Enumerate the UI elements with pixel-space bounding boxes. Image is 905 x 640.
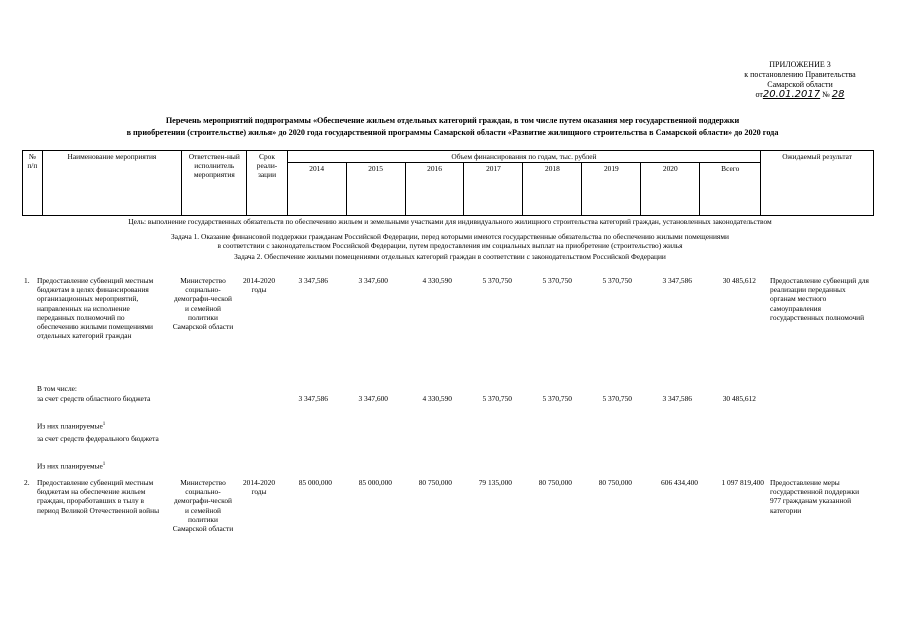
row1-value: 5 370,750: [542, 276, 572, 285]
title-line2: в приобретении (строительстве) жилья» до 2020 года государственной программы Самарской области «Развитие жилищного строительства в Самарской области» до 2020 года: [126, 128, 779, 137]
row1-term: 2014-2020 годы: [242, 276, 276, 295]
row1-value: 3 347,600: [358, 276, 388, 285]
header-table: [22, 150, 874, 216]
row1-value: 3 347,586: [662, 276, 692, 285]
regional-value: 5 370,750: [602, 394, 632, 403]
task1-line1: Задача 1. Оказание финансовой поддержки гражданам Российской Федерации, перед которыми имеются государственные обязательства по обеспечению жилыми помещениями: [171, 232, 729, 241]
footnote-mark: 1: [102, 462, 106, 467]
row1-num: 1.: [24, 276, 30, 285]
goal-text: Цель: выполнение государственных обязательств по обеспечению жильем и земельными участками для индивидуального жилищного строительства категорий граждан, установленных законодательством: [128, 217, 772, 226]
regional-value: 5 370,750: [542, 394, 572, 403]
row2-value: 85 000,000: [358, 478, 392, 487]
row2-term: 2014-2020 годы: [242, 478, 276, 497]
year-header: 2019: [582, 163, 641, 216]
row1-result: Предоставление субвенций для реализации переданных органам местного самоуправления государственных полномочий: [770, 276, 869, 322]
row1-responsible: Министерство социально-демографи-ческой и семейной политики Самарской области: [172, 276, 234, 332]
row2-value: 1 097 819,400: [721, 478, 764, 487]
row2-name: Предоставление субвенций местным бюджетам на обеспечение жильем граждан, проработавших в тылу в период Великой Отечественной войны: [37, 478, 160, 515]
row2-result: Предоставление меры государственной поддержки 977 гражданам указанной категории: [770, 478, 860, 515]
planned2-text: Из них планируемые: [37, 461, 103, 471]
row1-value: 4 330,590: [422, 276, 452, 285]
row2-value: 606 434,400: [661, 478, 698, 487]
row1-value: 5 370,750: [482, 276, 512, 285]
year-header: 2015: [346, 163, 405, 216]
number-prefix: №: [822, 90, 830, 99]
regional-value: 30 485,612: [722, 394, 756, 403]
row2-responsible: Министерство социально-демографи-ческой и семейной политики Самарской области: [172, 478, 234, 534]
title-line1: Перечень мероприятий подпрограммы «Обеспечение жильем отдельных категорий граждан, в том числе путем оказания мер государственной поддержки: [165, 116, 740, 125]
planned1-text: Из них планируемые: [37, 421, 103, 431]
col-result-header: Ожидаемый результат: [761, 151, 874, 216]
date-prefix: от: [755, 90, 763, 99]
regional-value: 3 347,586: [662, 394, 692, 403]
regional-value: 4 330,590: [422, 394, 452, 403]
year-header: 2014: [287, 163, 346, 216]
date-value: 20.01.2017: [762, 89, 821, 100]
row1-value: 5 370,750: [602, 276, 632, 285]
document-title: [30, 115, 875, 139]
appendix-date-line: [720, 90, 880, 100]
number-value: 28: [831, 89, 845, 100]
row2-value: 79 135,000: [478, 478, 512, 487]
row2-num: 2.: [24, 478, 30, 487]
year-header: 2017: [464, 163, 523, 216]
task2-text: Задача 2. Обеспечение жилыми помещениями отдельных категорий граждан в соответствии с законодательством Российской Федерации: [234, 252, 666, 261]
col-funding-header: Объем финансирования по годам, тыс. рублей: [287, 151, 761, 163]
appendix-block: [720, 60, 880, 100]
col-num-header: № п/п: [23, 151, 43, 216]
task1-line2: в соответствии с законодательством Российской Федерации, путем предоставления им социальных выплат на приобретение (строительство) жилья: [217, 241, 683, 251]
col-name-header: Наименование мероприятия: [42, 151, 182, 216]
including-label: В том числе:: [37, 384, 77, 393]
year-header: 2020: [641, 163, 700, 216]
col-term-header: Срок реали-зации: [247, 151, 287, 216]
appendix-line1: к постановлению Правительства: [744, 70, 856, 79]
regional-value: 5 370,750: [482, 394, 512, 403]
year-header: 2016: [405, 163, 464, 216]
row1-name: Предоставление субвенций местным бюджетам в целях финансирования организационных мероприятий, направленных на исполнение переданных полномочий по обеспечению жилыми помещениями отдельных категорий граждан: [37, 276, 154, 341]
row2-value: 80 750,000: [598, 478, 632, 487]
row1-value: 30 485,612: [722, 276, 756, 285]
row2-value: 80 750,000: [418, 478, 452, 487]
planned2-label: [37, 460, 105, 471]
appendix-line2: Самарской области: [767, 80, 833, 89]
row2-value: 85 000,000: [298, 478, 332, 487]
row2-value: 80 750,000: [538, 478, 572, 487]
row1-value: 3 347,586: [298, 276, 328, 285]
year-header: Всего: [700, 163, 761, 216]
footnote-mark: 1: [102, 422, 106, 427]
federal-label: за счет средств федерального бюджета: [37, 434, 159, 443]
task1-text: [40, 232, 860, 250]
year-header: 2018: [523, 163, 582, 216]
col-responsible-header: Ответствен-ный исполнитель мероприятия: [182, 151, 247, 216]
appendix-title: ПРИЛОЖЕНИЕ 3: [769, 60, 831, 69]
planned1-label: [37, 420, 105, 431]
regional-value: 3 347,600: [358, 394, 388, 403]
regional-label: за счет средств областного бюджета: [37, 394, 151, 403]
regional-value: 3 347,586: [298, 394, 328, 403]
